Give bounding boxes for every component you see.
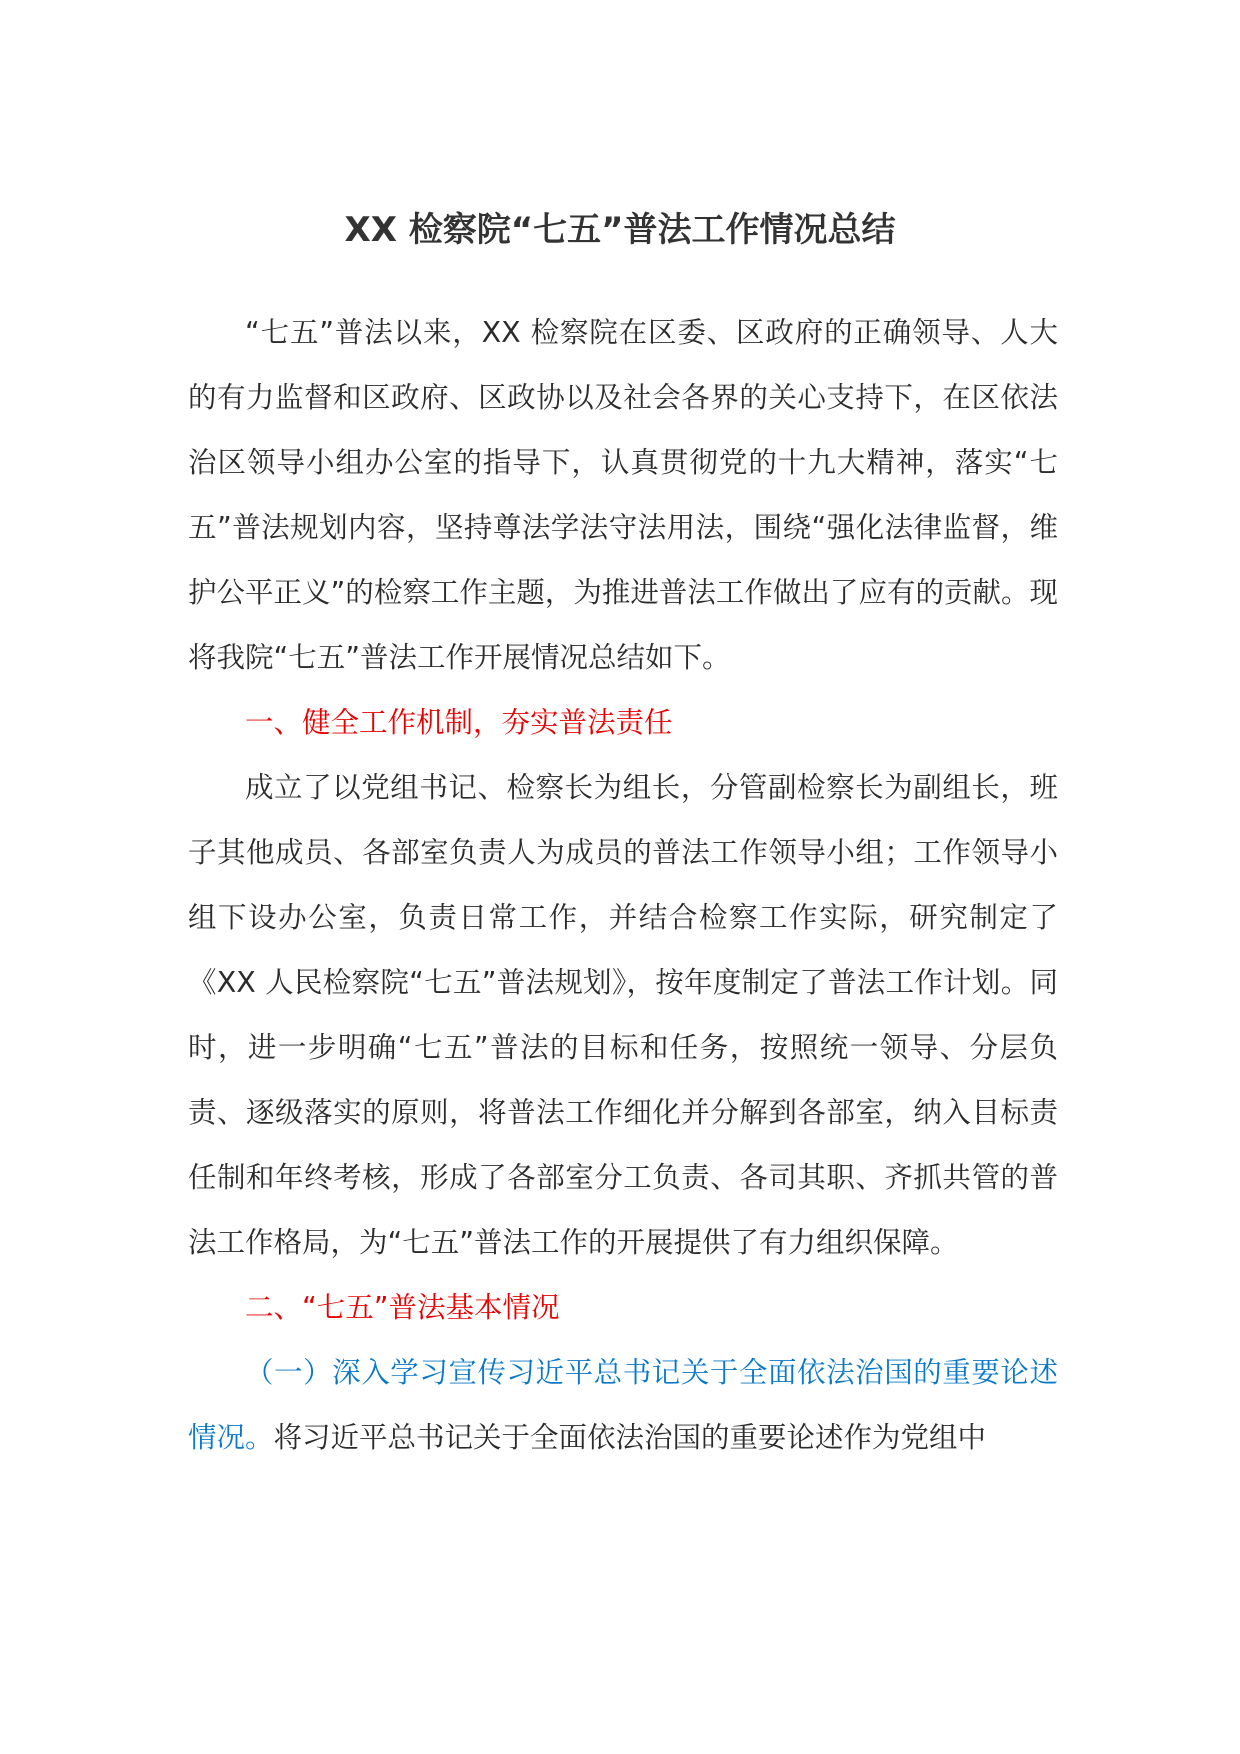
- document-title: XX 检察院“七五”普法工作情况总结: [344, 210, 896, 250]
- section-2-sub-1-heading: （一）深入学习宣传习近平总书记关于全面依法治国的重要论述情况。: [188, 1356, 1058, 1454]
- section-1-paragraph: 成立了以党组书记、检察长为组长，分管副检察长为副组长，班子其他成员、各部室负责人为成员的普法工作领导小组；工作领导小组下设办公室，负责日常工作，并结合检察工作实际，研究制定了《XX 人民检察院“七五”普法规划》，按年度制定了普法工作计划。同时，进一步明确“七五”普法的目标和任务，按照统一领导、分层负责、逐级落实的原则，将普法工作细化并分解到各部室，纳入目标责任制和年终考核，形成了各部室分工负责、各司其职、齐抓共管的普法工作格局，为“七五”普法工作的开展提供了有力组织保障。: [188, 771, 1058, 1259]
- section-2-sub-1-text: 将习近平总书记关于全面依法治国的重要论述作为党组中: [273, 1421, 987, 1454]
- section-1-heading: 一、健全工作机制，夯实普法责任: [245, 706, 673, 739]
- document-body: [188, 300, 1058, 1470]
- section-2-heading: 二、“七五”普法基本情况: [245, 1291, 560, 1324]
- intro-paragraph: “七五”普法以来，XX 检察院在区委、区政府的正确领导、人大的有力监督和区政府、区政协以及社会各界的关心支持下，在区依法治区领导小组办公室的指导下，认真贯彻党的十九大精神，落实“七五”普法规划内容，坚持尊法学法守法用法，围绕“强化法律监督，维护公平正义”的检察工作主题，为推进普法工作做出了应有的贡献。现将我院“七五”普法工作开展情况总结如下。: [188, 316, 1058, 674]
- section-2-sub-1-paragraph: [188, 1340, 1058, 1470]
